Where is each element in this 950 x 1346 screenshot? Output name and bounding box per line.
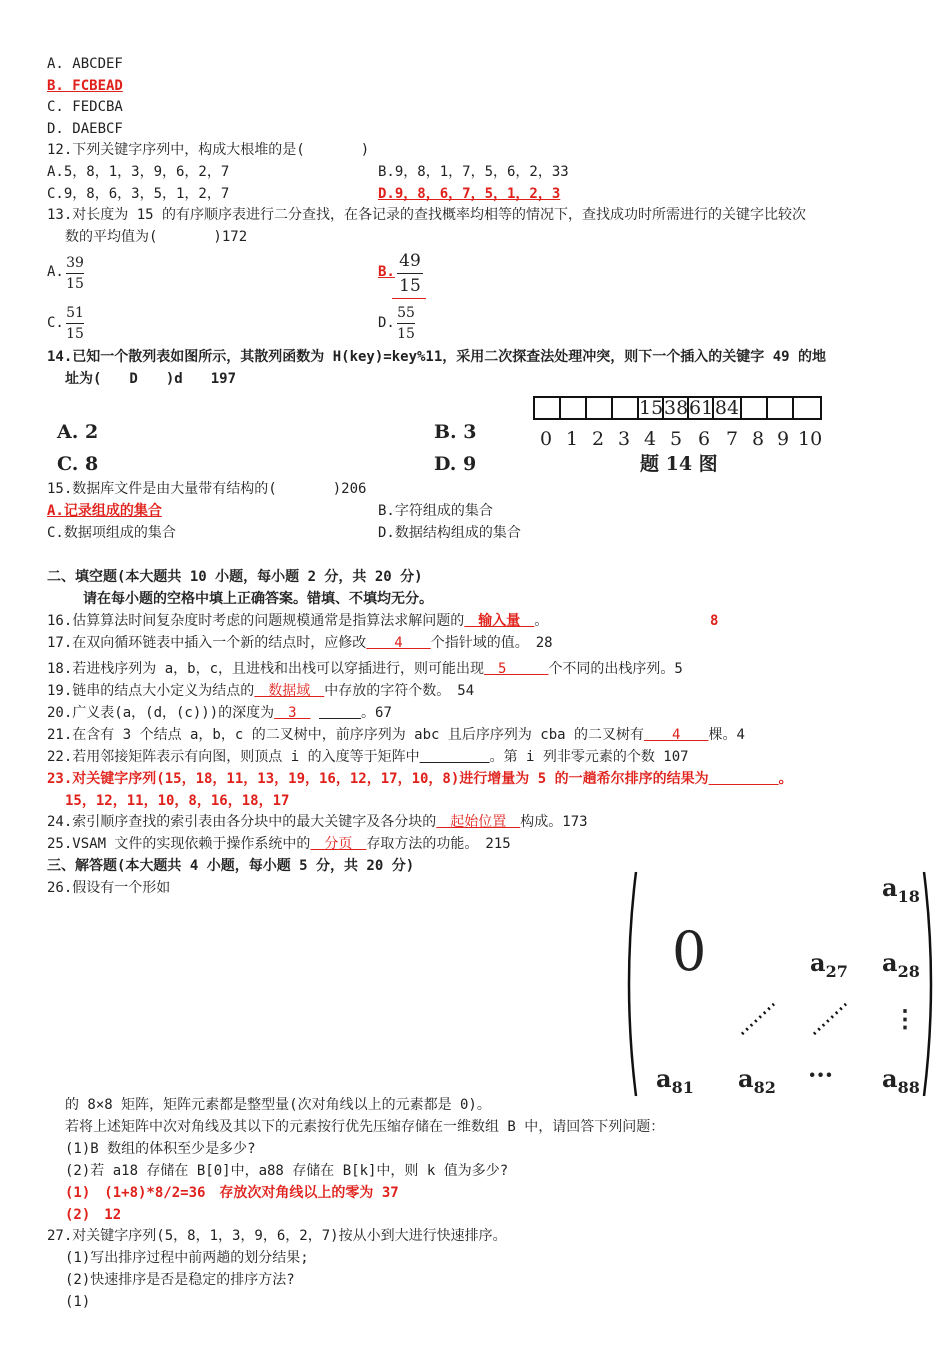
hash-cell: [611, 396, 639, 420]
section-3-title: 三、解答题(本大题共 4 小题，每小题 5 分，共 20 分): [47, 858, 415, 874]
q20: [47, 704, 392, 722]
hash-cell: [792, 396, 822, 420]
q22: [47, 748, 689, 766]
q19: [47, 682, 474, 700]
hash-cell: [533, 396, 561, 420]
q25-end: 存取方法的功能。 215: [366, 836, 511, 852]
q14-stem-line2: 址为( D )d 197: [65, 371, 237, 387]
q16: [47, 612, 548, 630]
hash-index: 1: [566, 428, 579, 450]
matrix-element-a27: [810, 948, 848, 981]
q26-answer-1: (1) (1+8)*8/2=36 存放次对角线以上的零为 37: [65, 1185, 399, 1201]
matrix-horizontal-dots: ···: [808, 1060, 834, 1089]
hash-cell: 84: [712, 396, 742, 420]
q23-text: 23.对关键字序列(15，18，11，13，19，16，12，17，10，8)进行增量为 5 的一趟希尔排序的结果为: [47, 771, 709, 787]
matrix-zero: 0: [672, 920, 707, 983]
q22-blank: [420, 749, 490, 765]
q13-c-fraction: [66, 305, 84, 342]
hash-cell: [559, 396, 587, 420]
a81-subscript: 81: [671, 1077, 694, 1097]
q16-answer: 8: [710, 613, 719, 629]
q27-answer-start: (1): [65, 1294, 91, 1310]
left-paren: [629, 872, 636, 1096]
hash-cell: 61: [689, 397, 714, 419]
q12-option-b: B.9，8，1，7，5，6，2，33: [378, 164, 569, 180]
q25-text: 25.VSAM 文件的实现依赖于操作系统中的: [47, 836, 311, 852]
fraction-bar: [66, 323, 84, 324]
q13-b-fraction: [397, 251, 423, 296]
q26-part-2: (2)若 a18 存储在 B[0]中，a88 存储在 B[k]中，则 k 值为多少?: [65, 1163, 509, 1179]
q23-end: 。: [778, 771, 793, 787]
hash-cell: [766, 396, 794, 420]
hash-index: 6: [698, 428, 711, 450]
q19-blank: 数据域: [254, 683, 325, 699]
q14-option-b: B. 3: [434, 421, 477, 443]
q23: [47, 770, 793, 788]
q13-c-denominator: 15: [66, 326, 84, 342]
q21-text: 21.在含有 3 个结点 a，b，c 的二叉树中，前序序列为 abc 且后序序列为 cba 的二叉树有: [47, 727, 645, 743]
q16-end: 。: [534, 613, 549, 629]
q26-description: 的 8×8 矩阵，矩阵元素都是整型量(次对角线以上的元素都是 0)。: [65, 1097, 491, 1113]
a82-base: a: [738, 1064, 754, 1093]
matrix-element-a28: [882, 948, 920, 981]
matrix-element-a88: [882, 1064, 920, 1097]
q13-d-fraction: [397, 305, 415, 342]
q22-text: 22.若用邻接矩阵表示有向图，则顶点 i 的入度等于矩阵中: [47, 749, 420, 765]
q13-d-denominator: 15: [397, 326, 415, 342]
q23-blank: [709, 771, 779, 787]
q27-part-1: (1)写出排序过程中前两趟的划分结果;: [65, 1250, 309, 1266]
q19-end: 中存放的字符个数。 54: [324, 683, 475, 699]
section-2-note: 请在每小题的空格中填上正确答案。错填、不填均无分。: [83, 591, 433, 607]
matrix-element-a81: [656, 1064, 694, 1097]
q27-stem: 27.对关键字序列(5，8，1，3，9，6，2，7)按从小到大进行快速排序。: [47, 1228, 507, 1244]
q13-a-denominator: 15: [66, 276, 84, 292]
q27-part-2: (2)快速排序是否是稳定的排序方法?: [65, 1272, 295, 1288]
hash-cell: [740, 396, 768, 420]
q16-blank: 输入量: [464, 613, 535, 629]
q19-text: 19.链串的结点大小定义为结点的: [47, 683, 255, 699]
q18-end: 个不同的出栈序列。5: [548, 661, 683, 677]
q21-end: 棵。4: [708, 727, 745, 743]
hash-index: 4: [644, 428, 657, 450]
diagonal-dots: [814, 1004, 846, 1034]
q25: [47, 835, 511, 853]
q14-option-c: C. 8: [57, 453, 99, 475]
q17: [47, 634, 553, 652]
q21-blank: 4: [644, 727, 709, 743]
q26-stem: 26.假设有一个形如: [47, 880, 171, 896]
a27-base: a: [810, 948, 826, 977]
q16-text: 16.估算算法时间复杂度时考虑的问题规模通常是指算法求解问题的: [47, 613, 465, 629]
a88-base: a: [882, 1064, 898, 1093]
hash-index: 9: [777, 428, 790, 450]
q12-option-c: C.9，8，6，3，5，1，2，7: [47, 186, 230, 202]
q15-option-a: A.记录组成的集合: [47, 503, 162, 519]
hash-cell: 38: [664, 397, 689, 419]
q20-blank-2: [319, 705, 361, 721]
a28-subscript: 28: [897, 961, 920, 981]
hash-index: 0: [540, 428, 553, 450]
q26-instruction: 若将上述矩阵中次对角线及其以下的元素按行优先压缩存储在一维数组 B 中，请回答下列问题：: [65, 1119, 665, 1135]
q23-answer: 15，12，11，10，8，16，18，17: [65, 793, 290, 809]
answer-underline: [392, 298, 426, 299]
q13-b-label: B.: [378, 264, 395, 280]
q15-option-c: C.数据项组成的集合: [47, 525, 176, 541]
q25-blank: 分页: [310, 836, 367, 852]
q13-d-numerator: 55: [397, 305, 415, 321]
a81-base: a: [656, 1064, 672, 1093]
a18-subscript: 18: [897, 886, 920, 906]
q13-stem-line2: 数的平均值为( )172: [65, 229, 248, 245]
q24: [47, 813, 588, 831]
q15-option-d: D.数据结构组成的集合: [378, 525, 521, 541]
matrix-element-a82: [738, 1064, 776, 1097]
q13-a-label: A.: [47, 264, 64, 280]
q26-answer-2: (2) 12: [65, 1207, 122, 1223]
matrix-vertical-dots: ⋮: [893, 1004, 917, 1033]
figure-caption: 题 14 图: [640, 453, 718, 475]
a82-subscript: 82: [753, 1077, 776, 1097]
q15-option-b: B.字符组成的集合: [378, 503, 493, 519]
right-paren: [924, 872, 931, 1096]
q20-blank: 3: [274, 705, 311, 721]
q13-b-numerator: 49: [399, 251, 421, 271]
fraction-bar: [397, 273, 423, 274]
q13-c-label: C.: [47, 315, 64, 331]
q18-blank: 5: [484, 661, 549, 677]
q22-end: 。第 i 列非零元素的个数 107: [489, 749, 689, 765]
q14-option-a: A. 2: [57, 421, 99, 443]
a18-base: a: [882, 873, 898, 902]
q13-a-numerator: 39: [66, 255, 84, 271]
q13-stem-line1: 13.对长度为 15 的有序顺序表进行二分查找，在各记录的查找概率均相等的情况下，查找成功时所需进行的关键字比较次: [47, 207, 806, 223]
hash-index: 2: [592, 428, 605, 450]
q20-text: 20.广义表(a，(d，(c)))的深度为: [47, 705, 275, 721]
a88-subscript: 88: [897, 1077, 920, 1097]
q14-option-d: D. 9: [434, 453, 477, 475]
q18: [47, 660, 683, 678]
hash-index: 8: [752, 428, 765, 450]
hash-index: 3: [618, 428, 631, 450]
fraction-bar: [397, 323, 415, 324]
q24-text: 24.索引顺序查找的索引表由各分块中的最大关键字及各分块的: [47, 814, 437, 830]
q15-stem: 15.数据库文件是由大量带有结构的( )206: [47, 481, 367, 497]
q20-end: 。67: [361, 705, 392, 721]
q11-option-b: B. FCBEAD: [47, 78, 123, 94]
diagonal-dots: [742, 1004, 774, 1034]
q14-stem-line1: 14.已知一个散列表如图所示，其散列函数为 H(key)=key%11，采用二次探查法处理冲突，则下一个插入的关键字 49 的地: [47, 349, 827, 365]
q11-option-d: D. DAEBCF: [47, 121, 123, 137]
q11-option-c: C. FEDCBA: [47, 99, 123, 115]
hash-index: 10: [798, 428, 823, 450]
q26-part-1: (1)B 数组的体积至少是多少?: [65, 1141, 256, 1157]
hash-index: 5: [670, 428, 683, 450]
q20-space: [311, 705, 319, 721]
q13-c-numerator: 51: [66, 305, 84, 321]
section-2-title: 二、填空题(本大题共 10 小题，每小题 2 分，共 20 分): [47, 569, 423, 585]
q13-d-label: D.: [378, 315, 395, 331]
q12-option-d: D.9，8，6，7，5，1，2，3: [378, 186, 561, 202]
q17-end: 个指针域的值。 28: [430, 635, 553, 651]
hash-cell: [585, 396, 613, 420]
q11-option-a: A. ABCDEF: [47, 56, 123, 72]
q13-a-fraction: [66, 255, 84, 292]
q18-text: 18.若进栈序列为 a，b，c，且进栈和出栈可以穿插进行，则可能出现: [47, 661, 484, 677]
q12-stem: 12.下列关键字序列中，构成大根堆的是( ): [47, 142, 370, 158]
hash-index: 7: [726, 428, 739, 450]
q24-end: 构成。173: [520, 814, 588, 830]
hash-cell: 15: [639, 397, 664, 419]
matrix-element-a18: [882, 873, 920, 906]
q24-blank: 起始位置: [436, 814, 521, 830]
q12-option-a: A.5，8，1，3，9，6，2，7: [47, 164, 230, 180]
a28-base: a: [882, 948, 898, 977]
fraction-bar: [66, 273, 84, 274]
q17-text: 17.在双向循环链表中插入一个新的结点时，应修改: [47, 635, 367, 651]
q13-b-denominator: 15: [399, 276, 421, 296]
q21: [47, 726, 745, 744]
q17-blank: 4: [366, 635, 431, 651]
a27-subscript: 27: [825, 961, 848, 981]
